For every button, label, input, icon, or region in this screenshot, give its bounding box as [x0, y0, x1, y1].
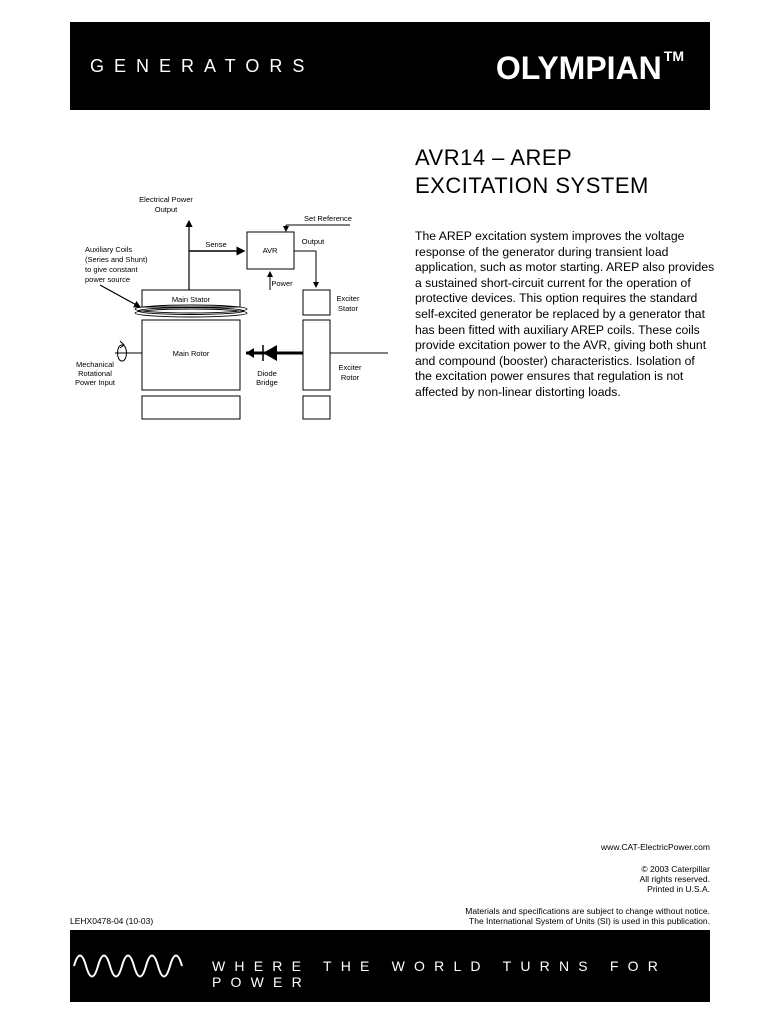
- label-set-reference: Set Reference: [304, 214, 352, 223]
- label-aux-coils-1: Auxiliary Coils: [85, 245, 133, 254]
- diode-icon: [263, 345, 277, 361]
- contact-info: [601, 842, 710, 852]
- exciter-rotor-box: [303, 320, 330, 390]
- aux-coil-2: [138, 308, 244, 315]
- label-exciter-stator-1: Exciter: [336, 294, 360, 303]
- label-sense: Sense: [205, 240, 227, 249]
- arep-diagram: [60, 185, 400, 430]
- header-banner: [70, 22, 710, 110]
- notice-2: The International System of Units (SI) is used in this publication.: [469, 916, 710, 926]
- footer-banner: [70, 930, 710, 1002]
- title-line-2: EXCITATION SYSTEM: [415, 173, 649, 198]
- copyright-block: [640, 864, 710, 894]
- notice-1: Materials and specifications are subject to change without notice.: [465, 906, 710, 916]
- brand-name: OLYMPIAN: [495, 50, 662, 86]
- copyright: © 2003 Caterpillar: [641, 864, 710, 874]
- website-link[interactable]: www.CAT-ElectricPower.com: [601, 842, 710, 852]
- label-electrical-power-output-1: Electrical Power: [139, 195, 193, 204]
- exciter-lower-box: [303, 396, 330, 419]
- exciter-stator-box: [303, 290, 330, 315]
- label-avr: AVR: [262, 246, 278, 255]
- doc-code: LEHX0478-04 (10-03): [70, 916, 154, 926]
- aux-coils-pointer: [100, 285, 140, 307]
- label-exciter-stator-2: Stator: [337, 304, 359, 313]
- label-exciter-rotor-1: Exciter: [338, 363, 362, 372]
- rotation-arrowhead: [120, 341, 124, 348]
- label-power: Power: [271, 279, 293, 288]
- tagline: WHERE THE WORLD TURNS FOR POWER: [212, 958, 668, 990]
- label-diode-1: Diode: [257, 369, 277, 378]
- trademark-mark: TM: [663, 48, 684, 64]
- brand-logo: [496, 50, 684, 87]
- label-electrical-power-output-2: Output: [154, 205, 178, 214]
- rights: All rights reserved.: [639, 874, 710, 884]
- label-output: Output: [301, 237, 325, 246]
- body-paragraph: The AREP excitation system improves the voltage response of the generator during transient load application, such as motor starting. AREP also provides a sustained short-circuit current for the operation of protective devices. This option requires the standard self-excited generator be replaced by a generator that has been fitted with auxiliary AREP coils. These coils provide excitation power to the AVR, giving both shunt and compound (booster) characteristics. Isolation of the excitation power ensures that regulation is not affected by non-linear distorting loads.: [415, 229, 715, 399]
- main-lower-box: [142, 396, 240, 419]
- label-aux-coils-3: to give constant: [85, 265, 138, 274]
- label-aux-coils-2: (Series and Shunt): [85, 255, 148, 264]
- label-mechanical-1: Mechanical: [76, 360, 114, 369]
- section-label: GENERATORS: [90, 56, 315, 76]
- label-main-rotor: Main Rotor: [172, 349, 210, 358]
- label-mechanical-2: Rotational: [78, 369, 112, 378]
- notice-block: [465, 906, 710, 926]
- label-aux-coils-4: power source: [85, 275, 131, 284]
- page-title: [415, 144, 715, 200]
- title-line-1: AVR14 – AREP: [415, 145, 573, 170]
- wave-icon: [70, 948, 190, 984]
- label-main-stator: Main Stator: [171, 295, 211, 304]
- label-diode-2: Bridge: [256, 378, 278, 387]
- diode-arrowhead: [246, 348, 254, 358]
- label-exciter-rotor-2: Rotor: [340, 373, 360, 382]
- printed: Printed in U.S.A.: [647, 884, 710, 894]
- label-mechanical-3: Power Input: [74, 378, 116, 387]
